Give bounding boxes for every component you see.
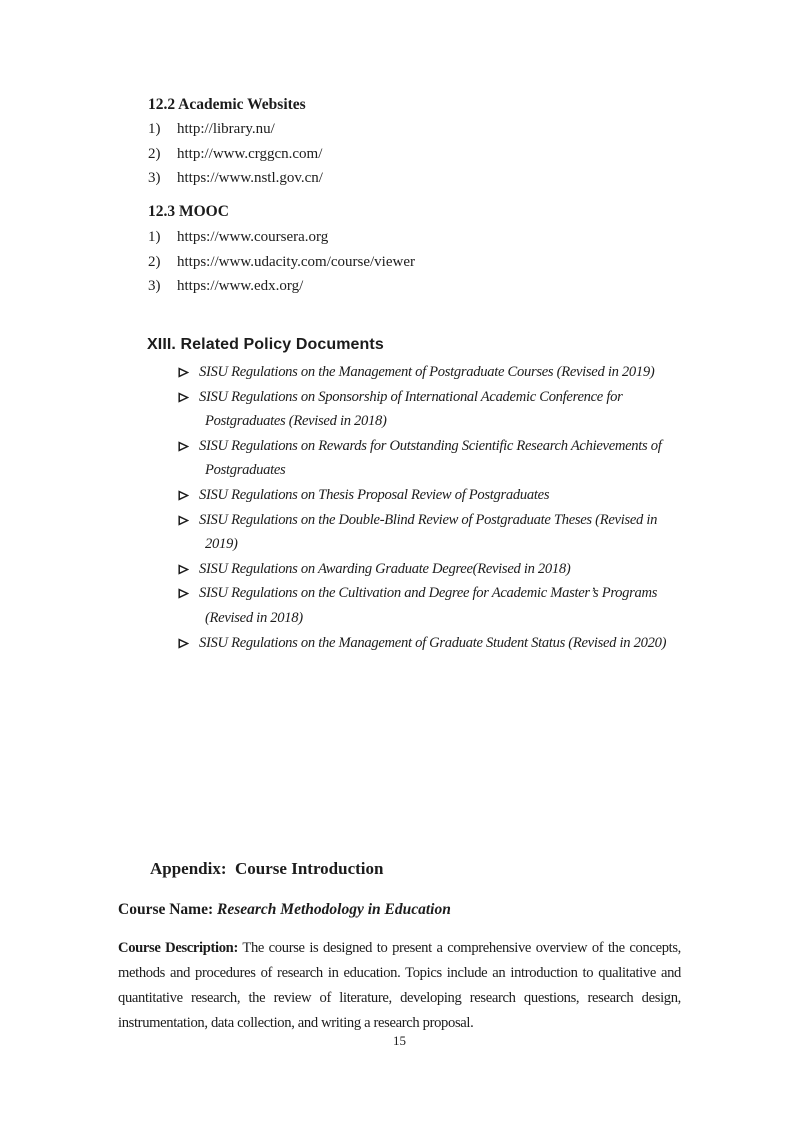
policy-item-text: SISU Regulations on Thesis Proposal Review of Postgraduates [199,486,550,503]
list-marker: 1) [148,229,161,245]
list-marker: 3) [148,278,161,295]
list-url: https://www.udacity.com/course/viewer [177,253,415,270]
list-url: http://library.nu/ [177,121,275,137]
list-item [148,117,323,142]
policy-item [178,631,678,656]
arrowhead-bullet-icon [178,515,189,526]
course-description-text: The course is designed to present a comprehensive overview of the concepts, methods and procedures of research in education. Topics include an introduction to qualitative and quantitative research, the review of literature, developing research questions, research design, instrumentation, data collection, and writing a research proposal. [118,940,681,1031]
list-url: https://www.edx.org/ [177,278,304,295]
policy-item [178,434,678,483]
policy-item [178,385,678,434]
arrowhead-bullet-icon [178,638,189,649]
list-url: https://www.nstl.gov.cn/ [177,170,323,187]
list-item [148,250,415,275]
list-url: http://www.crggcn.com/ [177,145,323,162]
list-marker: 3) [148,170,161,187]
list-item [148,225,415,250]
list-url: https://www.coursera.org [177,229,329,245]
heading-policy-documents: XIII. Related Policy Documents [147,336,384,353]
arrowhead-bullet-icon [178,441,189,452]
course-name-label: Course Name: [118,901,214,918]
policy-item-text: SISU Regulations on Awarding Graduate Degree(Revised in 2018) [199,560,571,577]
page-number: 15 [393,1033,406,1048]
arrowhead-bullet-icon [178,564,189,575]
arrowhead-bullet-icon [178,490,189,501]
course-description-label: Course Description: [118,940,238,956]
list-item [148,274,415,299]
list-item [148,142,323,167]
list-marker: 2) [148,145,161,162]
course-name-value: Research Methodology in Education [217,901,451,918]
list-marker: 2) [148,253,161,270]
academic-websites-list [148,117,323,191]
mooc-list [148,225,415,299]
course-name-line [118,899,451,921]
policy-item-text: SISU Regulations on the Management of Graduate Student Status (Revised in 2020) [199,634,667,651]
heading-academic-websites: 12.2 Academic Websites [148,96,306,113]
arrowhead-bullet-icon [178,392,189,403]
policy-item [178,508,678,557]
policy-item-text: SISU Regulations on Rewards for Outstanding Scientific Research Achievements of Postgraduates [199,437,662,479]
policy-item-text: SISU Regulations on the Management of Postgraduate Courses (Revised in 2019) [199,364,655,380]
policy-item [178,360,678,385]
list-item [148,166,323,191]
policy-item [178,581,678,630]
policy-item-text: SISU Regulations on Sponsorship of International Academic Conference for Postgraduates (Revised in 2018) [199,388,623,430]
list-marker: 1) [148,121,161,137]
arrowhead-bullet-icon [178,588,189,599]
policy-documents-list [178,360,678,655]
policy-item-text: SISU Regulations on the Cultivation and Degree for Academic Master’s Programs (Revised in 2018) [199,585,658,626]
policy-item [178,483,678,508]
policy-item [178,557,678,582]
appendix-heading: Appendix: Course Introduction [150,859,384,878]
heading-mooc: 12.3 MOOC [148,203,229,220]
arrowhead-bullet-icon [178,367,189,378]
course-description [118,936,681,1036]
policy-item-text: SISU Regulations on the Double-Blind Review of Postgraduate Theses (Revised in 2019) [199,511,658,553]
